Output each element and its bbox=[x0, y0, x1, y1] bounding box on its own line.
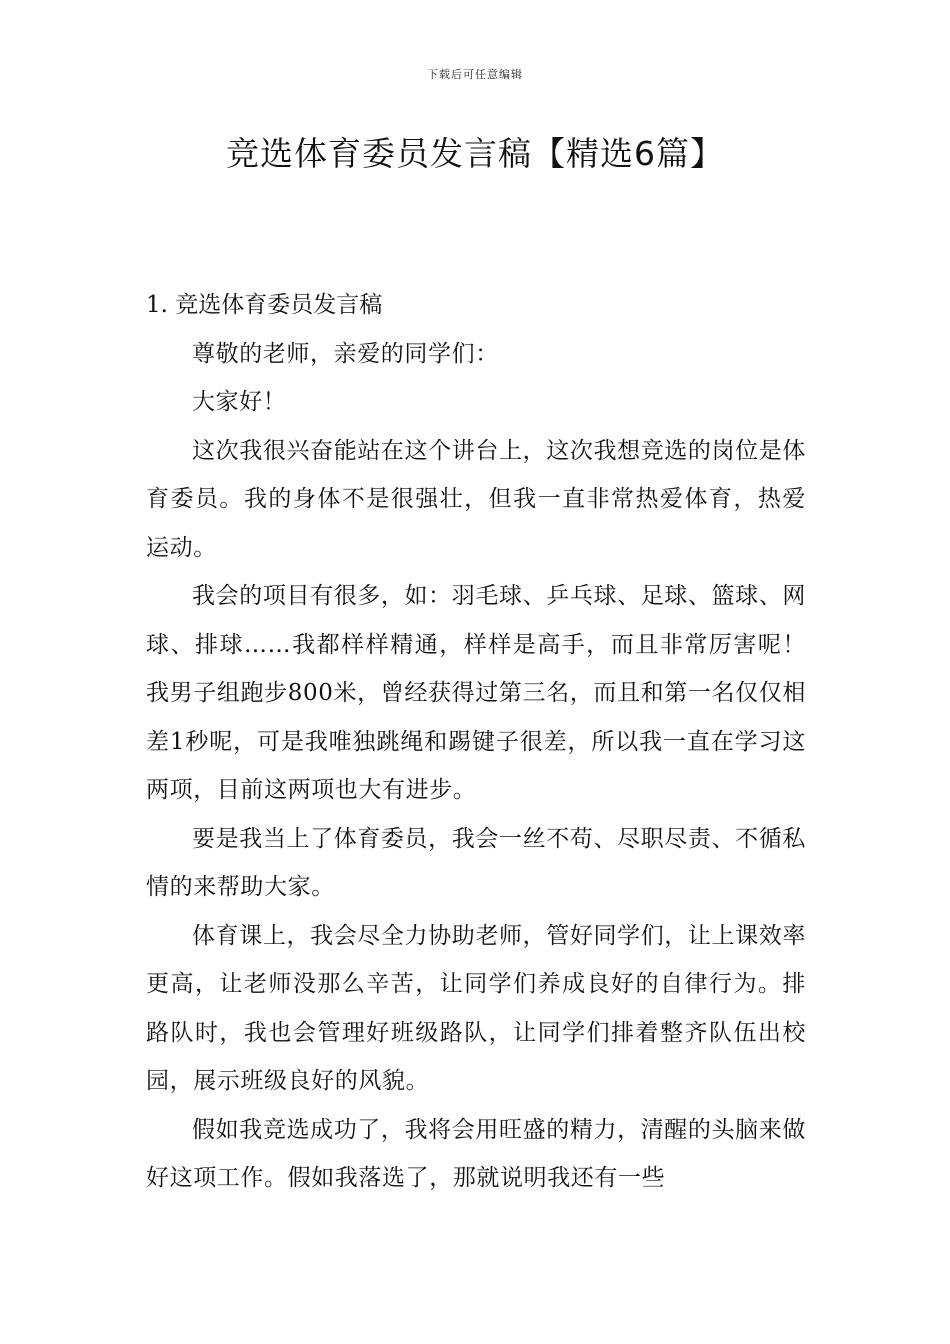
salutation-paragraph: 尊敬的老师，亲爱的同学们： bbox=[192, 340, 499, 367]
body-paragraph: 我会的项目有很多，如：羽毛球、乒乓球、足球、篮球、网球、排球……我都样样精通，样样是高手，而且非常厉害呢！我男子组跑步800米，曾经获得过第三名，而且和第一名仅仅相差1秒呢，可是我唯独跳绳和踢键子很差，所以我一直在学习这两项，目前这两项也大有进步。 bbox=[146, 583, 806, 803]
header-note: 下载后可任意编辑 bbox=[427, 68, 523, 81]
section-heading: 1. 竞选体育委员发言稿 bbox=[146, 292, 383, 318]
body-paragraph: 要是我当上了体育委员，我会一丝不苟、尽职尽责、不循私情的来帮助大家。 bbox=[146, 825, 806, 900]
body-paragraph: 体育课上，我会尽全力协助老师，管好同学们，让上课效率更高，让老师没那么辛苦，让同学们养成良好的自律行为。排路队时，我也会管理好班级路队，让同学们排着整齐队伍出校园，展示班级良好的风貌。 bbox=[146, 922, 806, 1094]
document-body bbox=[146, 281, 806, 1203]
greeting-paragraph: 大家好！ bbox=[192, 389, 287, 415]
body-paragraph: 假如我竞选成功了，我将会用旺盛的精力，清醒的头脑来做好这项工作。假如我落选了，那就说明我还有一些 bbox=[146, 1116, 806, 1191]
body-paragraph: 这次我很兴奋能站在这个讲台上，这次我想竞选的岗位是体育委员。我的身体不是很强壮，但我一直非常热爱体育，热爱运动。 bbox=[146, 437, 806, 561]
document-title: 竞选体育委员发言稿【精选6篇】 bbox=[226, 134, 724, 173]
